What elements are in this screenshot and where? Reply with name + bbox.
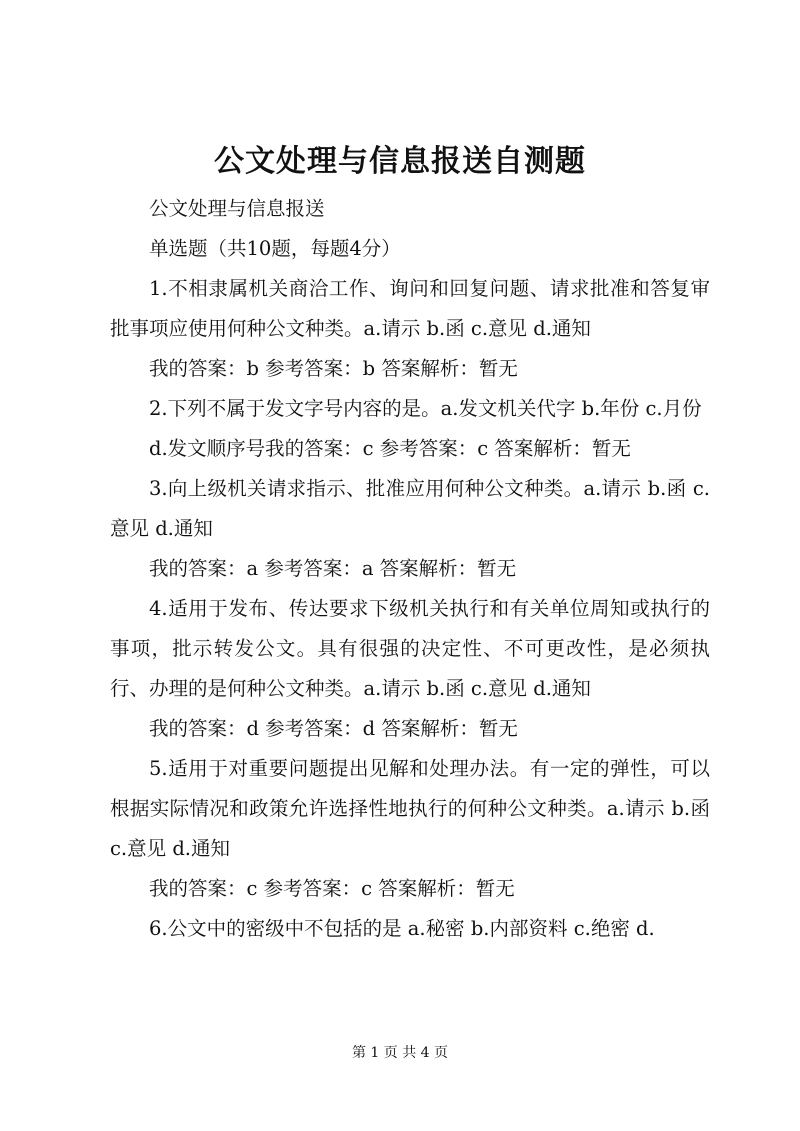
question-1: 1.不相隶属机关商洽工作、询问和回复问题、请求批准和答复审批事项应使用何种公文种类。a.请示 b.函 c.意见 d.通知 [110, 277, 710, 340]
question-group-heading: 单选题（共10题，每题4分） [149, 237, 401, 260]
question-3: 3.向上级机关请求指示、批准应用何种公文种类。a.请示 b.函 c.意见 d.通知 [110, 477, 710, 540]
page-footer: 第 1 页 共 4 页 [351, 1045, 449, 1061]
document-body [110, 189, 710, 949]
question-4: 4.适用于发布、传达要求下级机关执行和有关单位周知或执行的事项，批示转发公文。具有很强的决定性、不可更改性，是必须执行、办理的是何种公文种类。a.请示 b.函 c.意见 d.通知 [110, 597, 710, 700]
question-5: 5.适用于对重要问题提出见解和处理办法。有一定的弹性，可以根据实际情况和政策允许选择性地执行的何种公文种类。a.请示 b.函 c.意见 d.通知 [110, 757, 710, 860]
question-6: 6.公文中的密级中不包括的是 a.秘密 b.内部资料 c.绝密 d. [149, 917, 655, 940]
answer-5: 我的答案：c 参考答案：c 答案解析：暂无 [149, 877, 515, 900]
answer-4: 我的答案：d 参考答案：d 答案解析：暂无 [149, 717, 518, 740]
answer-2: d.发文顺序号我的答案：c 参考答案：c 答案解析：暂无 [149, 437, 631, 460]
answer-1: 我的答案：b 参考答案：b 答案解析：暂无 [149, 357, 518, 380]
document-title: 公文处理与信息报送自测题 [214, 144, 586, 179]
answer-3: 我的答案：a 参考答案：a 答案解析：暂无 [149, 557, 517, 580]
question-2: 2.下列不属于发文字号内容的是。a.发文机关代字 b.年份 c.月份 [149, 397, 702, 420]
section-heading: 公文处理与信息报送 [149, 197, 325, 220]
